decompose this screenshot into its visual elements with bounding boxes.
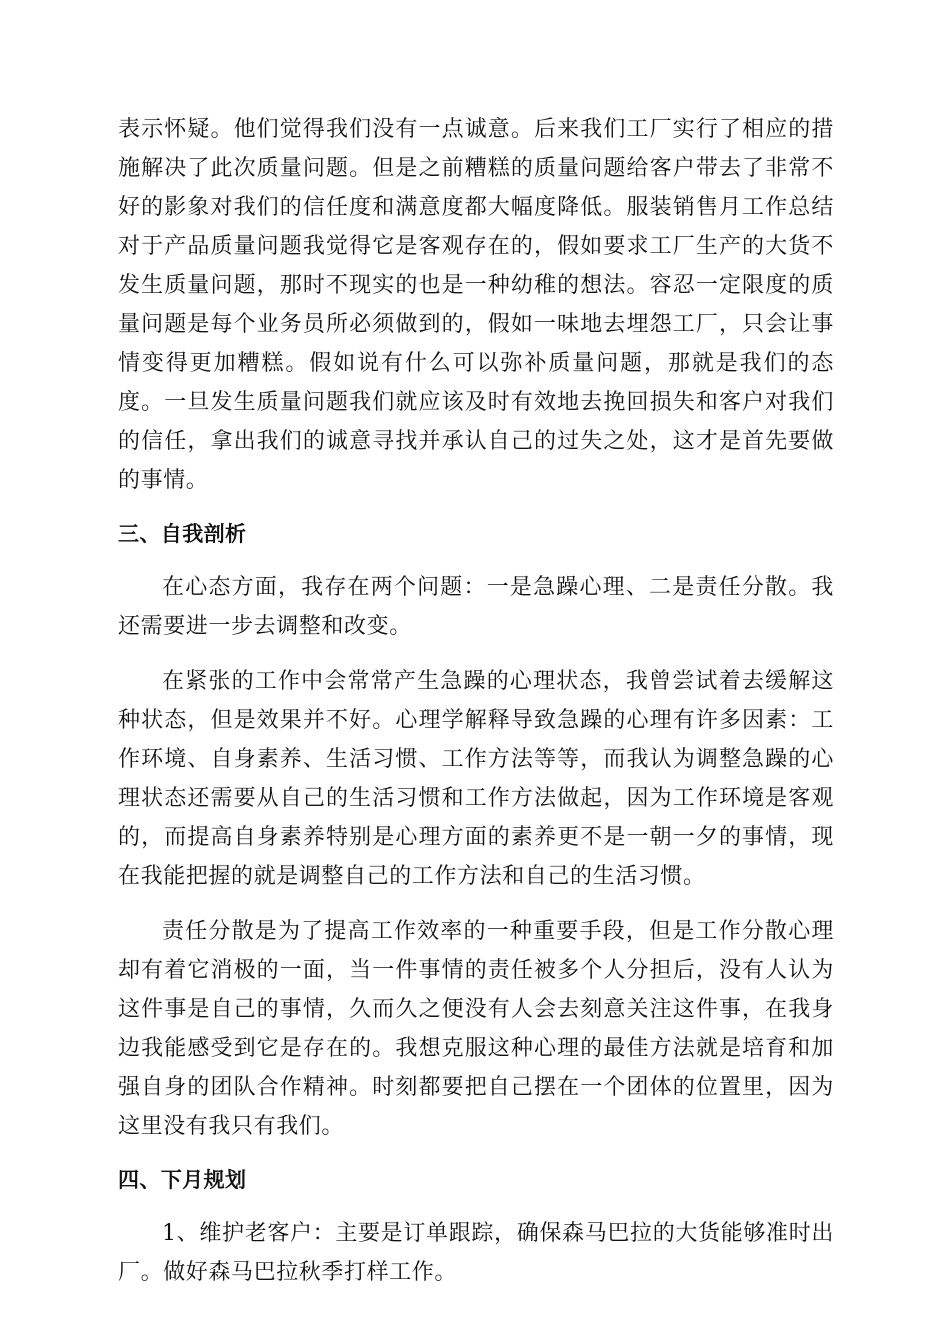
paragraph-mindset: 在心态方面，我存在两个问题：一是急躁心理、二是责任分散。我还需要进一步去调整和改变。 bbox=[118, 575, 834, 639]
section-heading-next-month-plan: 四、下月规划 bbox=[118, 1168, 247, 1192]
paragraph-plan-item-1: 1、维护老客户：主要是订单跟踪，确保森马巴拉的大货能够准时出厂。做好森马巴拉秋季打样工作。 bbox=[118, 1221, 834, 1285]
paragraph-impatience: 在紧张的工作中会常常产生急躁的心理状态，我曾尝试着去缓解这种状态，但是效果并不好。心理学解释导致急躁的心理有许多因素：工作环境、自身素养、生活习惯、工作方法等等，而我认为调整急躁的心理状态还需要从自己的生活习惯和工作方法做起，因为工作环境是客观的，而提高自身素养特别是心理方面的素养更不是一朝一夕的事情，现在我能把握的就是调整自己的工作方法和自己的生活习惯。 bbox=[118, 669, 834, 889]
paragraph-responsibility: 责任分散是为了提高工作效率的一种重要手段，但是工作分散心理却有着它消极的一面，当一件事情的责任被多个人分担后，没有人认为这件事是自己的事情，久而久之便没有人会去刻意关注这件事，在我身边我能感受到它是存在的。我想克服这种心理的最佳方法就是培育和加强自身的团队合作精神。时刻都要把自己摆在一个团体的位置里，因为这里没有我只有我们。 bbox=[118, 919, 834, 1139]
paragraph-quality-issue: 表示怀疑。他们觉得我们没有一点诚意。后来我们工厂实行了相应的措施解决了此次质量问题。但是之前糟糕的质量问题给客户带去了非常不好的影象对我们的信任度和满意度都大幅度降低。服装销售月工作总结对于产品质量问题我觉得它是客观存在的，假如要求工厂生产的大货不发生质量问题，那时不现实的也是一种幼稚的想法。容忍一定限度的质量问题是每个业务员所必须做到的，假如一味地去埋怨工厂，只会让事情变得更加糟糕。假如说有什么可以弥补质量问题，那就是我们的态度。一旦发生质量问题我们就应该及时有效地去挽回损失和客户对我们的信任，拿出我们的诚意寻找并承认自己的过失之处，这才是首先要做的事情。 bbox=[118, 117, 834, 493]
section-heading-self-analysis: 三、自我剖析 bbox=[118, 522, 247, 546]
document-page bbox=[118, 110, 834, 1308]
